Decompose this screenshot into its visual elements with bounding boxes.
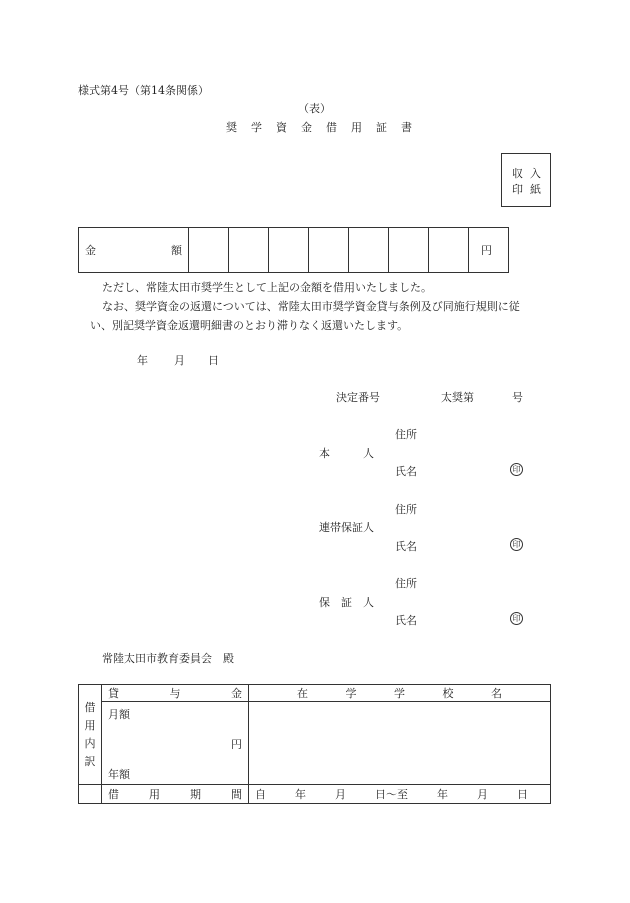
party-role: 保 証 人 [319,596,374,609]
revenue-stamp-box [501,153,551,207]
date-month: 月 [174,354,185,367]
period-part: 自 [255,788,266,801]
amount-label: 額 [171,244,182,257]
loan-amount-header [102,685,249,702]
period-row-stub [79,785,102,804]
header-char: 貸 [108,687,119,700]
yen-unit: 円 [231,738,242,751]
side-label: （表） [298,102,331,115]
amount-label: 金 [85,244,96,257]
amount-digit-cell[interactable] [189,228,229,273]
title-char: 学 [251,121,262,134]
decision-suffix: 号 [512,391,523,404]
amount-digit-cell[interactable] [269,228,309,273]
party-role: 連帯保証人 [319,521,374,534]
header-char: 与 [169,687,181,700]
period-value-cell[interactable] [249,785,551,804]
side-char: 借 [84,700,96,714]
amount-digit-cell[interactable] [429,228,469,273]
period-label-char: 用 [149,788,160,801]
period-label-char: 間 [231,788,242,801]
amount-digit-cell[interactable] [349,228,389,273]
document-title [226,119,412,135]
amount-unit-cell [469,228,509,273]
header-char: 在 [297,687,308,700]
form-number: 様式第4号（第14条関係） [78,84,209,97]
seal-mark: 印 [510,538,523,551]
stamp-label: 入 [530,167,541,180]
loan-amount-cell[interactable] [102,702,249,785]
statement-line: なお、奨学資金の返還については、常陸太田市奨学資金貸与条例及び同施行規則に従 [102,300,520,313]
period-part: 日〜至 [375,788,408,801]
title-char: 書 [401,121,412,134]
period-part: 月 [335,788,346,801]
period-part: 年 [295,788,306,801]
party-address-label: 住所 [395,577,417,590]
addressee: 常陸太田市教育委員会 殿 [102,652,234,665]
title-char: 用 [351,121,362,134]
header-char: 学 [394,687,405,700]
side-char: 訳 [84,754,96,768]
party-role: 本 人 [319,447,374,460]
party-name-label: 氏名 [395,614,417,627]
party-name-label: 氏名 [395,465,417,478]
amount-digit-cell[interactable] [229,228,269,273]
stamp-label: 紙 [530,183,541,196]
header-char: 学 [345,687,357,700]
decision-prefix: 太奨第 [441,391,474,404]
yen-unit: 円 [481,244,492,257]
decision-label: 決定番号 [336,391,380,404]
header-char: 金 [231,687,242,700]
side-char: 内 [84,736,96,750]
title-char: 証 [376,121,387,134]
school-name-header [249,685,551,702]
party-address-label: 住所 [395,428,417,441]
yearly-label: 年額 [108,768,130,781]
seal-mark: 印 [510,612,523,625]
amount-digit-cell[interactable] [389,228,429,273]
date-year: 年 [137,354,148,367]
side-char: 用 [84,718,96,732]
statement-line: い、別記奨学資金返還明細書のとおり滞りなく返還いたします。 [90,319,409,332]
seal-mark: 印 [510,463,523,476]
party-address-label: 住所 [395,503,417,516]
period-part: 年 [437,788,448,801]
monthly-label: 月額 [108,708,130,721]
title-char: 金 [301,121,312,134]
period-part: 日 [517,788,528,801]
header-char: 名 [491,687,502,700]
period-label-cell [102,785,249,804]
school-name-cell[interactable] [249,702,551,785]
title-char: 借 [326,121,337,134]
period-label-char: 借 [108,788,119,801]
stamp-label: 収 [512,167,523,180]
title-char: 奨 [226,121,237,134]
amount-table [78,227,509,273]
amount-label-cell [79,228,189,273]
statement-line: ただし、常陸太田市奨学生として上記の金額を借用いたしました。 [102,281,432,294]
loan-details-table [78,684,551,804]
stamp-label: 印 [512,183,523,196]
period-label-char: 期 [190,788,201,801]
party-name-label: 氏名 [395,540,417,553]
loan-details-side-label [79,685,102,785]
title-char: 資 [276,121,287,134]
amount-digit-cell[interactable] [309,228,349,273]
date-day: 日 [208,354,219,367]
period-part: 月 [477,788,488,801]
header-char: 校 [442,687,454,700]
